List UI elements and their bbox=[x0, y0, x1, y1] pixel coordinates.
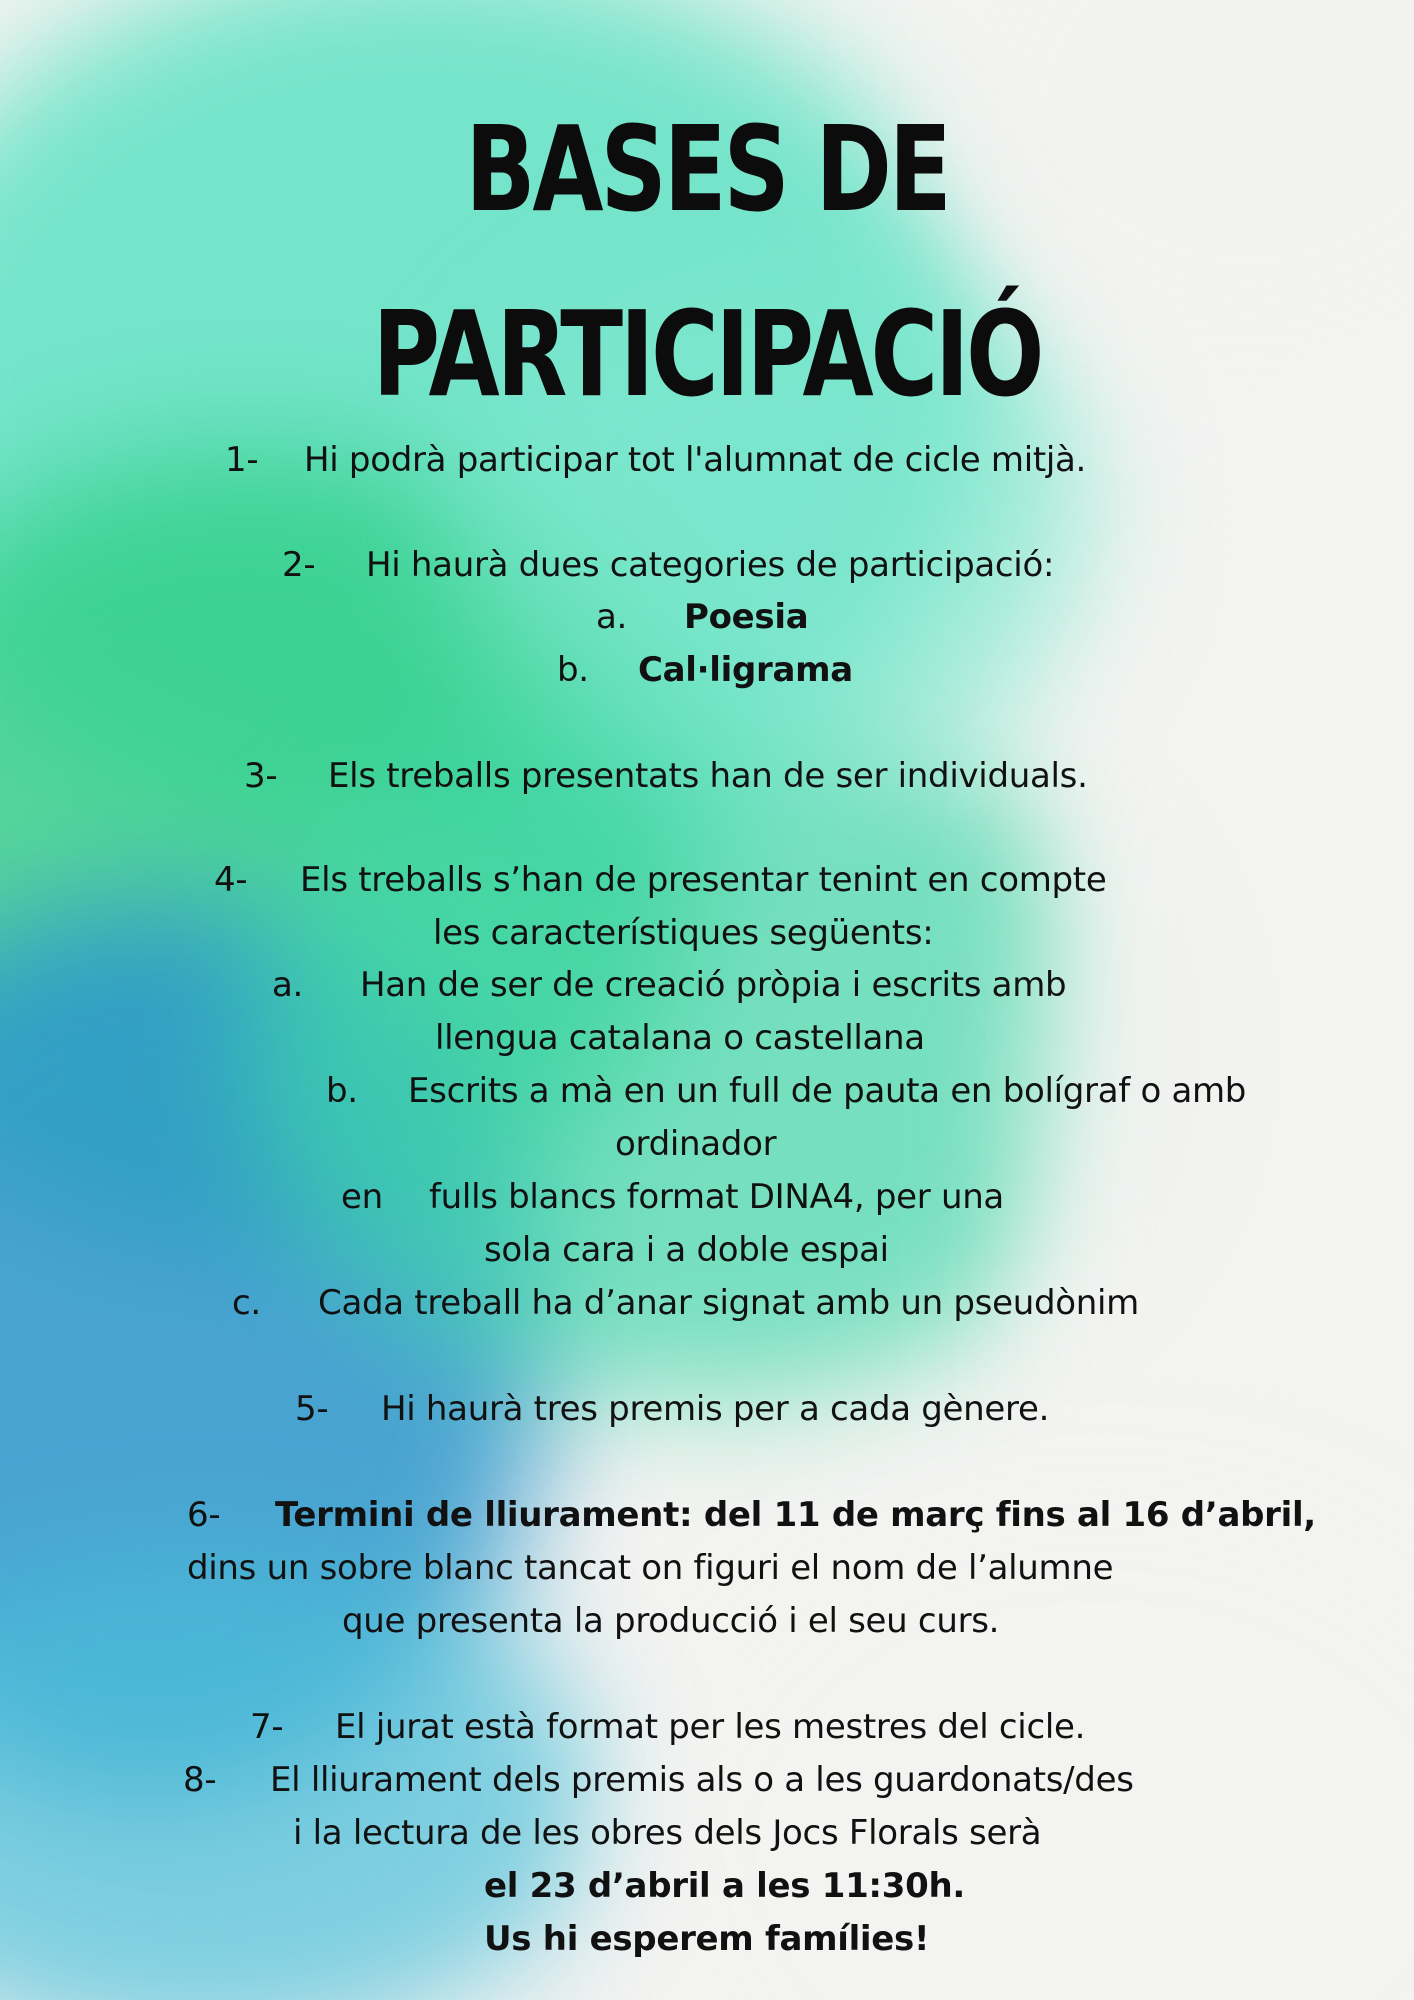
rule-4-cont: les característiques següents: bbox=[433, 913, 934, 953]
rule-4b-cont: ordinador bbox=[615, 1124, 777, 1164]
rule-3: 3- Els treballs presentats han de ser individuals. bbox=[244, 756, 1088, 796]
rule-8: 8- El lliurament dels premis als o a les guardonats/des bbox=[183, 1760, 1134, 1800]
rule-4b: b. Escrits a mà en un full de pauta en bolígraf o amb bbox=[326, 1071, 1247, 1111]
rule-2: 2- Hi haurà dues categories de participació: bbox=[282, 545, 1055, 585]
rule-1: 1- Hi podrà participar tot l'alumnat de cicle mitjà. bbox=[225, 440, 1087, 480]
rule-6-cont2: que presenta la producció i el seu curs. bbox=[342, 1601, 1000, 1641]
rule-6: 6- Termini de lliurament: del 11 de març fins al 16 d’abril, bbox=[187, 1495, 1316, 1535]
rule-8-cont: i la lectura de les obres dels Jocs Florals serà bbox=[293, 1813, 1042, 1853]
rule-4b-cont2: en fulls blancs format DINA4, per una bbox=[341, 1177, 1004, 1217]
rule-8-date: el 23 d’abril a les 11:30h. bbox=[484, 1866, 965, 1906]
rule-5: 5- Hi haurà tres premis per a cada gènere. bbox=[295, 1389, 1050, 1429]
rule-4c: c. Cada treball ha d’anar signat amb un pseudònim bbox=[232, 1283, 1139, 1323]
rule-2b: b. Cal·ligrama bbox=[557, 650, 853, 690]
title-line-1: BASES DE bbox=[465, 100, 949, 238]
rule-6-cont: dins un sobre blanc tancat on figuri el nom de l’alumne bbox=[187, 1548, 1114, 1588]
rule-2a: a. Poesia bbox=[596, 597, 809, 637]
rule-4a-cont: llengua catalana o castellana bbox=[435, 1018, 925, 1058]
rule-7: 7- El jurat està format per les mestres del cicle. bbox=[250, 1707, 1086, 1747]
rule-4: 4- Els treballs s’han de presentar tenint en compte bbox=[214, 860, 1107, 900]
rule-4b-cont3: sola cara i a doble espai bbox=[484, 1230, 889, 1270]
rule-4a: a. Han de ser de creació pròpia i escrits amb bbox=[272, 965, 1067, 1005]
title-line-2: PARTICIPACIÓ bbox=[372, 285, 1042, 423]
closing-message: Us hi esperem famílies! bbox=[484, 1919, 930, 1959]
